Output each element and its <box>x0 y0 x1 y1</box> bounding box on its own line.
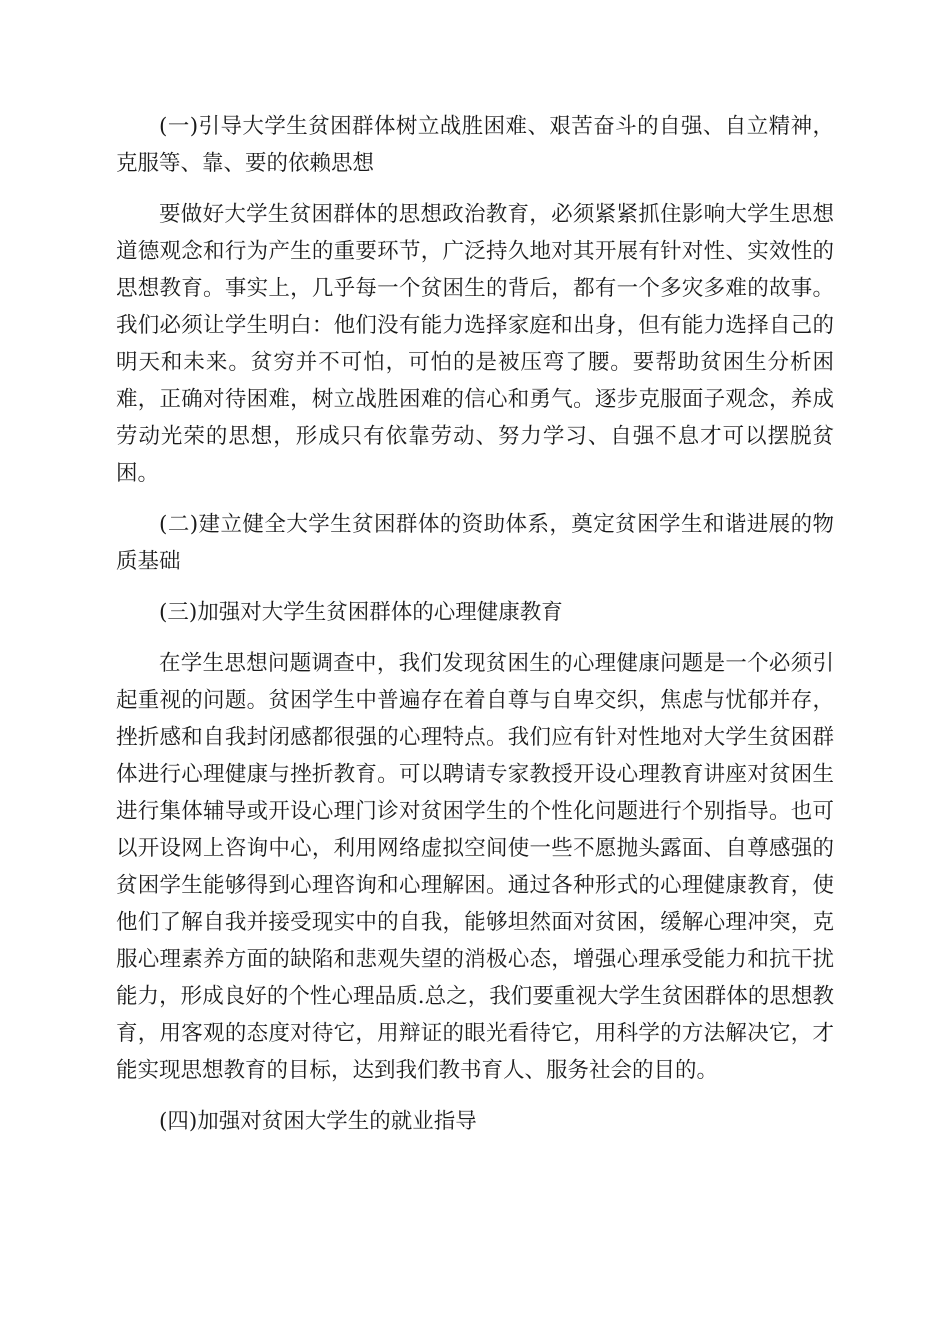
section-heading-3: (三)加强对大学生贫困群体的心理健康教育 <box>159 600 563 625</box>
section-heading-1: (一)引导大学生贫困群体树立战胜困难、艰苦奋斗的自强、自立精神，克服等、靠、要的依赖思想 <box>116 114 834 176</box>
document-body <box>116 108 834 1154</box>
paragraph-1: 要做好大学生贫困群体的思想政治教育，必须紧紧抓住影响大学生思想道德观念和行为产生的重要环节，广泛持久地对其开展有针对性、实效性的思想教育。事实上，几乎每一个贫困生的背后，都有一个多灾多难的故事。我们必须让学生明白：他们没有能力选择家庭和出身，但有能力选择自己的明天和未来。贫穷并不可怕，可怕的是被压弯了腰。要帮助贫困生分析困难，正确对待困难，树立战胜困难的信心和勇气。逐步克服面子观念，养成劳动光荣的思想，形成只有依靠劳动、努力学习、自强不息才可以摆脱贫困。 <box>116 202 834 486</box>
section-heading-4: (四)加强对贫困大学生的就业指导 <box>159 1109 477 1134</box>
paragraph-2: 在学生思想问题调查中，我们发现贫困生的心理健康问题是一个必须引起重视的问题。贫困学生中普遍存在着自尊与自卑交织，焦虑与忧郁并存，挫折感和自我封闭感都很强的心理特点。我们应有针对性地对大学生贫困群体进行心理健康与挫折教育。可以聘请专家教授开设心理教育讲座对贫困生进行集体辅导或开设心理门诊对贫困学生的个性化问题进行个别指导。也可以开设网上咨询中心，利用网络虚拟空间使一些不愿抛头露面、自尊感强的贫困学生能够得到心理咨询和心理解困。通过各种形式的心理健康教育，使他们了解自我并接受现实中的自我，能够坦然面对贫困，缓解心理冲突，克服心理素养方面的缺陷和悲观失望的消极心态，增强心理承受能力和抗干扰能力，形成良好的个性心理品质.总之，我们要重视大学生贫困群体的思想教育，用客观的态度对待它，用辩证的眼光看待它，用科学的方法解决它，才能实现思想教育的目标，达到我们教书育人、服务社会的目的。 <box>116 651 834 1083</box>
section-heading-2: (二)建立健全大学生贫困群体的资助体系，奠定贫困学生和谐进展的物质基础 <box>116 512 834 574</box>
